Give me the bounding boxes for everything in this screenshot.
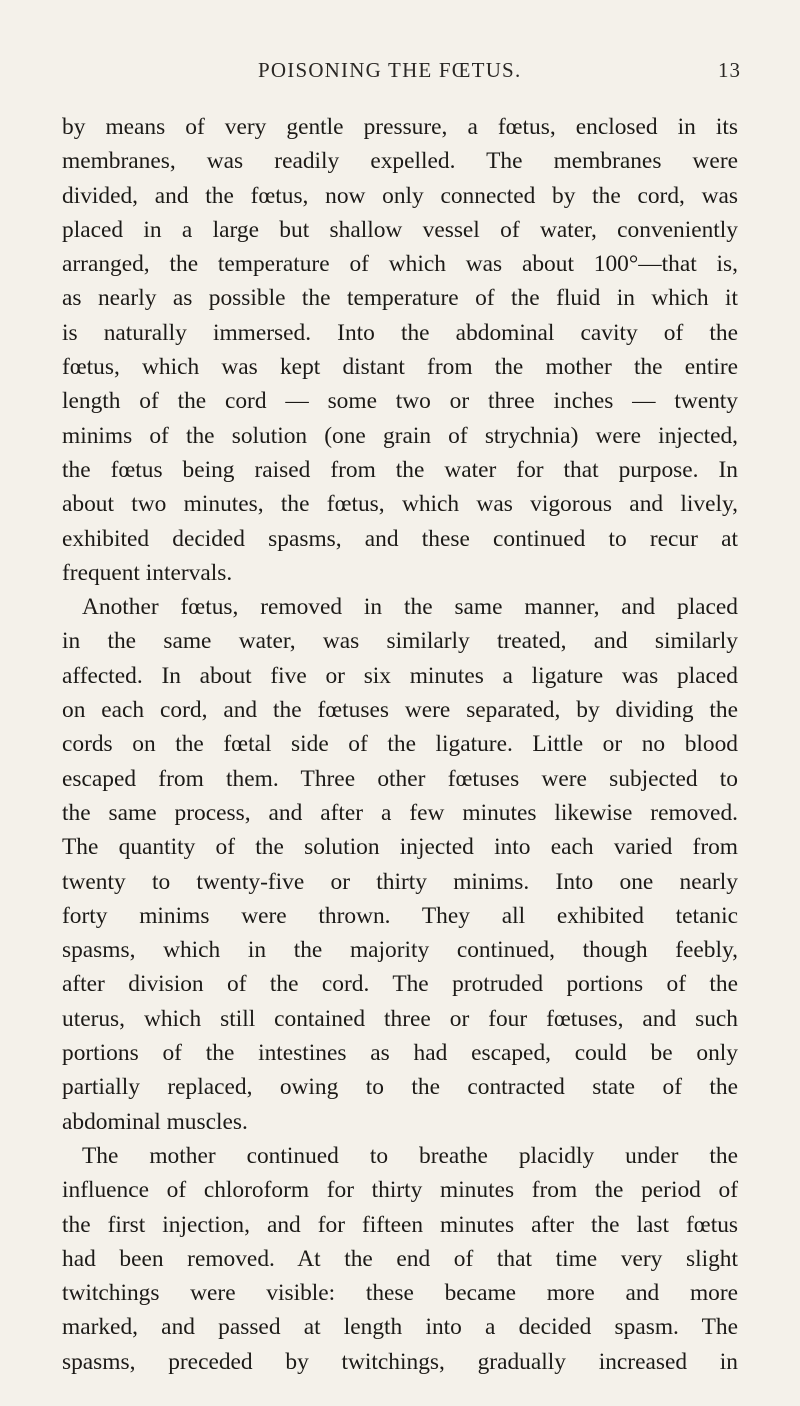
text-line: frequent intervals. xyxy=(62,559,233,586)
text-line: the first injection, and for fifteen minutes after the last fœtus xyxy=(62,1211,738,1238)
text-line: fœtus, which was kept distant from the mother the entire xyxy=(62,354,738,381)
running-title: POISONING THE FŒTUS. xyxy=(258,58,522,82)
text-line: forty minims were thrown. They all exhibited tetanic xyxy=(62,902,738,929)
text-line: Another fœtus, removed in the same manner, and placed xyxy=(82,594,738,621)
text-line: twenty to twenty-five or thirty minims. Into one nearly xyxy=(62,868,738,895)
text-line: twitchings were visible: these became more and more xyxy=(62,1280,738,1307)
text-line: partially replaced, owing to the contracted state of the xyxy=(62,1074,738,1101)
text-line: minims of the solution (one grain of strychnia) were injected, xyxy=(62,422,738,449)
text-line: The mother continued to breathe placidly under the xyxy=(82,1142,738,1169)
body-text xyxy=(62,110,738,1379)
text-line: length of the cord — some two or three inches — twenty xyxy=(62,388,738,415)
text-line: abdominal muscles. xyxy=(62,1108,248,1135)
text-line: in the same water, was similarly treated, and similarly xyxy=(62,628,738,655)
text-line: had been removed. At the end of that time very slight xyxy=(62,1245,738,1272)
text-line: influence of chloroform for thirty minutes from the period of xyxy=(62,1177,738,1204)
text-line: The quantity of the solution injected into each varied from xyxy=(62,834,738,861)
text-line: after division of the cord. The protruded portions of the xyxy=(62,971,738,998)
text-line: uterus, which still contained three or four fœtuses, and such xyxy=(62,1005,738,1032)
running-head xyxy=(0,58,800,88)
text-line: arranged, the temperature of which was about 100°—that is, xyxy=(62,251,738,278)
text-line: affected. In about five or six minutes a ligature was placed xyxy=(62,662,738,689)
text-line: divided, and the fœtus, now only connected by the cord, was xyxy=(62,182,738,209)
text-line: is naturally immersed. Into the abdominal cavity of the xyxy=(62,319,738,346)
text-line: exhibited decided spasms, and these continued to recur at xyxy=(62,525,738,552)
text-line: cords on the fœtal side of the ligature. Little or no blood xyxy=(62,731,738,758)
text-line: escaped from them. Three other fœtuses were subjected to xyxy=(62,765,738,792)
text-line: as nearly as possible the temperature of the fluid in which it xyxy=(62,285,738,312)
text-line: on each cord, and the fœtuses were separated, by dividing the xyxy=(62,697,738,724)
text-line: spasms, which in the majority continued, though feebly, xyxy=(62,937,738,964)
page-number: 13 xyxy=(718,58,741,82)
text-line: the fœtus being raised from the water for that purpose. In xyxy=(62,456,738,483)
text-line: portions of the intestines as had escaped, could be only xyxy=(62,1040,738,1067)
text-line: about two minutes, the fœtus, which was vigorous and lively, xyxy=(62,491,738,518)
text-line: the same process, and after a few minutes likewise removed. xyxy=(62,799,738,826)
text-line: membranes, was readily expelled. The membranes were xyxy=(62,148,738,175)
text-line: by means of very gentle pressure, a fœtus, enclosed in its xyxy=(62,114,738,140)
text-line: spasms, preceded by twitchings, gradually increased in xyxy=(62,1348,738,1375)
text-line: placed in a large but shallow vessel of water, conveniently xyxy=(62,216,738,243)
text-line: marked, and passed at length into a decided spasm. The xyxy=(62,1314,738,1341)
